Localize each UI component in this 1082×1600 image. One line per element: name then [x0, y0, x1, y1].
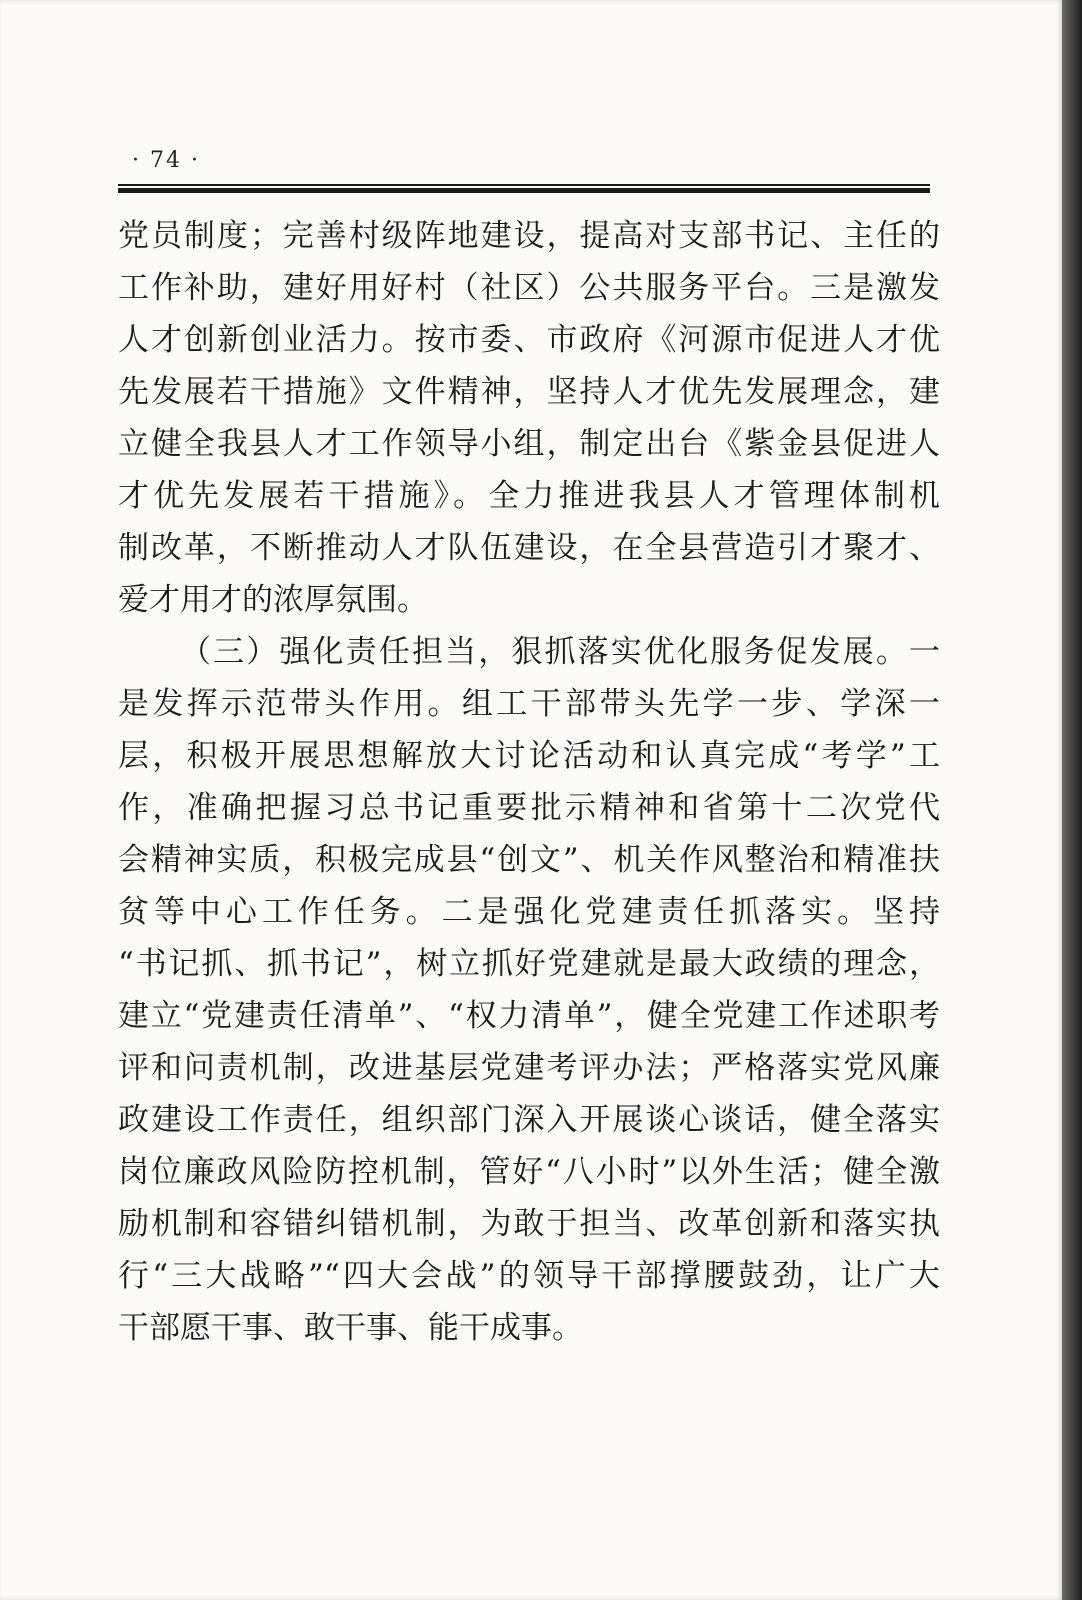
- section-heading-line: （三）强化责任担当，狠抓落实优化服务促发展。一: [180, 634, 940, 670]
- text-line: 层，积极开展思想解放大讨论活动和认真完成“考学”工: [118, 738, 940, 774]
- page-number: · 74 ·: [132, 148, 200, 173]
- text-line: 工作补助，建好用好村（社区）公共服务平台。三是激发: [118, 270, 940, 306]
- text-line: 立健全我县人才工作领导小组，制定出台《紫金县促进人: [118, 426, 940, 462]
- text-line: 干部愿干事、敢干事、能干成事。: [118, 1310, 583, 1346]
- text-line: 党员制度；完善村级阵地建设，提高对支部书记、主任的: [118, 218, 940, 254]
- text-line: 会精神实质，积极完成县“创文”、机关作风整治和精准扶: [118, 842, 940, 878]
- text-line: 先发展若干措施》文件精神，坚持人才优先发展理念，建: [118, 374, 940, 410]
- text-line: 才优先发展若干措施》。全力推进我县人才管理体制机: [118, 478, 940, 514]
- header-rule-thin: [118, 184, 930, 186]
- text-line: 政建设工作责任，组织部门深入开展谈心谈话，健全落实: [118, 1102, 940, 1138]
- text-line: “书记抓、抓书记”，树立抓好党建就是最大政绩的理念，: [118, 946, 940, 982]
- text-line: 作，准确把握习总书记重要批示精神和省第十二次党代: [118, 790, 940, 826]
- text-line: 爱才用才的浓厚氛围。: [118, 582, 428, 618]
- text-line: 行“三大战略”“四大会战”的领导干部撑腰鼓劲，让广大: [118, 1258, 940, 1294]
- text-line: 建立“党建责任清单”、“权力清单”，健全党建工作述职考: [118, 998, 940, 1034]
- text-line: 评和问责机制，改进基层党建考评办法；严格落实党风廉: [118, 1050, 940, 1086]
- text-line: 人才创新创业活力。按市委、市政府《河源市促进人才优: [118, 322, 940, 358]
- text-line: 制改革，不断推动人才队伍建设，在全县营造引才聚才、: [118, 530, 940, 566]
- scan-edge-shadow: [1062, 0, 1082, 1600]
- text-line: 是发挥示范带头作用。组工干部带头先学一步、学深一: [118, 686, 940, 722]
- text-line: 岗位廉政风险防控机制，管好“八小时”以外生活；健全激: [118, 1154, 940, 1190]
- text-line: 贫等中心工作任务。二是强化党建责任抓落实。坚持: [118, 894, 940, 930]
- header-rule-thick: [118, 188, 930, 193]
- text-line: 励机制和容错纠错机制，为敢于担当、改革创新和落实执: [118, 1206, 940, 1242]
- page-header: [118, 140, 930, 196]
